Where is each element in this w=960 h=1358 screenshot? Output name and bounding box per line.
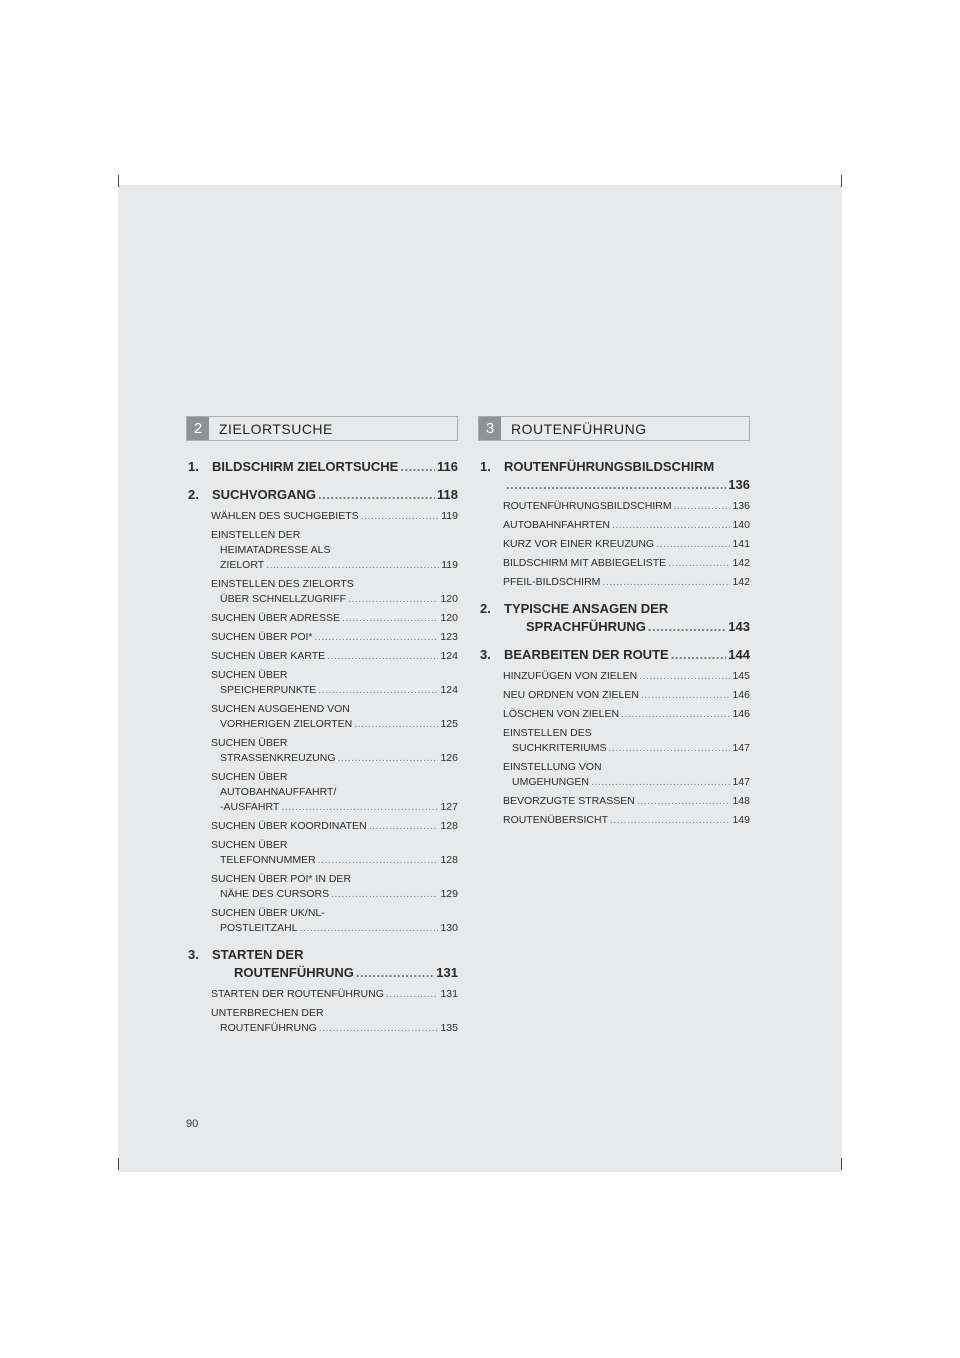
dot-leader <box>315 630 439 645</box>
dot-leader <box>610 813 730 828</box>
subentry-title: ROUTENÜBERSICHT <box>503 814 609 826</box>
chapter-title-line <box>504 476 750 494</box>
subentry-title: -AUSFAHRT <box>220 801 280 813</box>
subentry-title: UMGEHUNGEN <box>512 776 590 788</box>
subentry-title: SUCHKRITERIUMS <box>512 742 607 754</box>
toc-subentry[interactable] <box>211 702 458 732</box>
subentry-title-line <box>503 707 750 722</box>
subentry-page-number: 140 <box>732 519 750 531</box>
subentry-page-number: 124 <box>440 684 458 696</box>
subentry-page-number: 135 <box>440 1022 458 1034</box>
subentry-title-line: EINSTELLEN DER <box>211 529 301 541</box>
chapter-title: BEARBEITEN DER ROUTE <box>504 647 669 662</box>
toc-subentry[interactable] <box>503 518 750 533</box>
subentry-list <box>503 669 750 828</box>
dot-leader <box>641 688 731 703</box>
subentry-page-number: 126 <box>440 752 458 764</box>
dot-leader <box>612 518 731 533</box>
subentry-title-line <box>211 819 458 834</box>
subentry-title-line <box>211 611 458 626</box>
subentry-page-number: 145 <box>732 670 750 682</box>
dot-leader <box>386 987 439 1002</box>
chapter-number: 1. <box>188 459 199 474</box>
subentry-page-number: 120 <box>440 612 458 624</box>
dot-leader <box>637 794 731 809</box>
toc-subentry[interactable] <box>503 794 750 809</box>
subentry-title: POSTLEITZAHL <box>220 922 298 934</box>
subentry-page-number: 147 <box>732 742 750 754</box>
chapter-title-line <box>212 458 458 476</box>
page-number: 90 <box>186 1118 199 1130</box>
chapter-number: 3. <box>480 647 491 662</box>
subentry-title-line: UNTERBRECHEN DER <box>211 1007 324 1019</box>
toc-subentry[interactable] <box>503 707 750 722</box>
chapter-title: SUCHVORGANG <box>212 487 317 502</box>
chapter-title-line <box>526 618 750 636</box>
toc-chapter-entry[interactable] <box>186 946 458 1036</box>
toc-subentry[interactable] <box>211 1006 458 1036</box>
subentry-list <box>211 987 458 1036</box>
section-number: 3 <box>479 417 501 440</box>
toc-subentry[interactable] <box>503 669 750 684</box>
toc-subentry[interactable] <box>503 537 750 552</box>
subentry-title: BEVORZUGTE STRASSEN <box>503 795 635 807</box>
subentry-title-line <box>503 499 750 514</box>
dot-leader <box>281 800 438 815</box>
toc-subentry[interactable] <box>211 770 458 815</box>
subentry-title-line <box>220 751 458 766</box>
chapter-page-number: 143 <box>728 619 750 634</box>
toc-chapter-entry[interactable] <box>478 600 750 636</box>
crop-mark-bottom-right <box>841 1158 842 1170</box>
subentry-title-line: SUCHEN ÜBER <box>211 839 288 851</box>
crop-mark-bottom-left <box>118 1158 119 1170</box>
section-title: ZIELORTSUCHE <box>219 420 333 437</box>
chapter-title-line <box>212 486 458 504</box>
chapter-number: 2. <box>188 487 199 502</box>
dot-leader <box>331 887 438 902</box>
subentry-title: AUTOBAHNFAHRTEN <box>503 519 610 531</box>
toc-subentry[interactable] <box>503 556 750 571</box>
toc-subentry[interactable] <box>503 760 750 790</box>
chapter-number: 2. <box>480 601 491 616</box>
dot-leader <box>602 575 730 590</box>
dot-leader <box>506 476 726 494</box>
toc-subentry[interactable] <box>503 688 750 703</box>
subentry-title: ÜBER SCHNELLZUGRIFF <box>220 593 347 605</box>
subentry-title: WÄHLEN DES SUCHGEBIETS <box>211 510 359 522</box>
subentry-title-line <box>220 1021 458 1036</box>
subentry-title: NEU ORDNEN VON ZIELEN <box>503 689 639 701</box>
subentry-title: STARTEN DER ROUTENFÜHRUNG <box>211 988 384 1000</box>
toc-chapter-entry[interactable] <box>186 486 458 936</box>
toc-chapter-entry[interactable] <box>186 458 458 476</box>
chapter-page-number: 118 <box>437 487 458 502</box>
subentry-title-line <box>211 509 458 524</box>
toc-chapter-entry[interactable] <box>478 458 750 590</box>
section-number: 2 <box>187 417 209 440</box>
toc-subentry[interactable] <box>503 813 750 828</box>
toc-subentry[interactable] <box>211 649 458 664</box>
subentry-page-number: 146 <box>732 689 750 701</box>
subentry-title: ROUTENFÜHRUNG <box>220 1022 317 1034</box>
subentry-page-number: 119 <box>441 510 458 522</box>
subentry-title: SUCHEN ÜBER ADRESSE <box>211 612 340 624</box>
toc-subentry[interactable] <box>211 819 458 834</box>
subentry-title-line <box>220 592 458 607</box>
subentry-page-number: 125 <box>440 718 458 730</box>
toc-subentry[interactable] <box>211 577 458 607</box>
chapter-page-number: 131 <box>436 965 458 980</box>
subentry-list <box>503 499 750 590</box>
subentry-page-number: 147 <box>732 776 750 788</box>
toc-subentry[interactable] <box>211 611 458 626</box>
chapter-page-number: 136 <box>728 477 750 492</box>
subentry-page-number: 128 <box>440 820 458 832</box>
subentry-title: SUCHEN ÜBER POI* <box>211 631 313 643</box>
subentry-page-number: 124 <box>440 650 458 662</box>
subentry-page-number: 128 <box>440 854 458 866</box>
subentry-page-number: 130 <box>440 922 458 934</box>
subentry-title-line <box>512 741 750 756</box>
dot-leader <box>327 649 438 664</box>
subentry-title-line <box>503 813 750 828</box>
chapter-title-line <box>234 964 458 982</box>
subentry-page-number: 136 <box>732 500 750 512</box>
subentry-title-line <box>503 669 750 684</box>
toc-list <box>186 458 458 1036</box>
subentry-title: PFEIL-BILDSCHIRM <box>503 576 601 588</box>
toc-subentry[interactable] <box>211 630 458 645</box>
dot-leader <box>354 717 438 732</box>
subentry-title: STRASSENKREUZUNG <box>220 752 336 764</box>
toc-subentry[interactable] <box>211 736 458 766</box>
subentry-title-line <box>211 987 458 1002</box>
dot-leader <box>319 1021 439 1036</box>
subentry-title-line: SUCHEN ÜBER <box>211 737 288 749</box>
dot-leader <box>318 683 438 698</box>
toc-subentry[interactable] <box>211 906 458 936</box>
subentry-page-number: 127 <box>440 801 458 813</box>
dot-leader <box>674 499 731 514</box>
subentry-title-line <box>503 575 750 590</box>
subentry-title-line: SUCHEN ÜBER <box>211 669 288 681</box>
chapter-title-line: TYPISCHE ANSAGEN DER <box>504 601 669 616</box>
subentry-title: KURZ VOR EINER KREUZUNG <box>503 538 655 550</box>
subentry-page-number: 131 <box>440 988 458 1000</box>
subentry-page-number: 148 <box>732 795 750 807</box>
subentry-page-number: 149 <box>732 814 750 826</box>
chapter-title: ROUTENFÜHRUNG <box>234 965 354 980</box>
subentry-title-line <box>512 775 750 790</box>
toc-subentry[interactable] <box>211 987 458 1002</box>
toc-subentry[interactable] <box>211 528 458 573</box>
toc-chapter-entry[interactable] <box>478 646 750 828</box>
subentry-title-line <box>220 800 458 815</box>
subentry-title-line <box>220 887 458 902</box>
dot-leader <box>668 556 730 571</box>
subentry-title: SUCHEN ÜBER KOORDINATEN <box>211 820 367 832</box>
toc-subentry[interactable] <box>503 575 750 590</box>
subentry-title: BILDSCHIRM MIT ABBIEGELISTE <box>503 557 667 569</box>
subentry-page-number: 123 <box>440 631 458 643</box>
subentry-title: SUCHEN ÜBER KARTE <box>211 650 326 662</box>
dot-leader <box>318 486 435 504</box>
subentry-title-line <box>220 921 458 936</box>
chapter-page-number: 144 <box>728 647 750 662</box>
subentry-title: TELEFONNUMMER <box>220 854 316 866</box>
chapter-number: 1. <box>480 459 491 474</box>
subentry-title-line: EINSTELLEN DES ZIELORTS <box>211 578 354 590</box>
subentry-title-line <box>220 853 458 868</box>
subentry-page-number: 119 <box>441 559 458 571</box>
dot-leader <box>348 592 438 607</box>
subentry-title-line: EINSTELLUNG VON <box>503 761 602 773</box>
dot-leader <box>361 509 440 524</box>
subentry-title-line: SUCHEN ÜBER <box>211 771 288 783</box>
chapter-title-line <box>504 646 750 664</box>
subentry-title: SPEICHERPUNKTE <box>220 684 317 696</box>
section-title: ROUTENFÜHRUNG <box>511 420 647 437</box>
subentry-title-line: AUTOBAHNAUFFAHRT/ <box>220 786 337 798</box>
subentry-title: VORHERIGEN ZIELORTEN <box>220 718 353 730</box>
crop-mark-top-right <box>841 175 842 187</box>
section-header <box>186 416 458 441</box>
dot-leader <box>639 669 730 684</box>
toc-subentry[interactable] <box>503 499 750 514</box>
crop-mark-top-left <box>118 175 119 187</box>
subentry-title-line <box>220 717 458 732</box>
subentry-title: NÄHE DES CURSORS <box>220 888 330 900</box>
dot-leader <box>400 458 435 476</box>
subentry-title-line <box>503 794 750 809</box>
subentry-title: HINZUFÜGEN VON ZIELEN <box>503 670 638 682</box>
subentry-page-number: 129 <box>440 888 458 900</box>
dot-leader <box>300 921 439 936</box>
subentry-title-line: HEIMATADRESSE ALS <box>220 544 331 556</box>
subentry-title-line <box>503 688 750 703</box>
dot-leader <box>648 618 726 636</box>
subentry-title-line <box>220 683 458 698</box>
dot-leader <box>609 741 731 756</box>
subentry-title-line: SUCHEN ÜBER UK/NL- <box>211 907 325 919</box>
chapter-title-line: ROUTENFÜHRUNGSBILDSCHIRM <box>504 459 715 474</box>
subentry-title-line <box>220 558 458 573</box>
subentry-title: ROUTENFÜHRUNGSBILDSCHIRM <box>503 500 672 512</box>
toc-subentry[interactable] <box>503 726 750 756</box>
subentry-title-line <box>503 537 750 552</box>
chapter-number: 3. <box>188 947 199 962</box>
dot-leader <box>356 964 434 982</box>
subentry-title: LÖSCHEN VON ZIELEN <box>503 708 620 720</box>
dot-leader <box>369 819 439 834</box>
subentry-page-number: 120 <box>440 593 458 605</box>
dot-leader <box>338 751 439 766</box>
subentry-title-line: EINSTELLEN DES <box>503 727 592 739</box>
toc-list <box>478 458 750 828</box>
dot-leader <box>621 707 730 722</box>
dot-leader <box>671 646 727 664</box>
toc-subentry[interactable] <box>211 872 458 902</box>
subentry-page-number: 146 <box>732 708 750 720</box>
toc-column-routenfuehrung <box>478 416 750 838</box>
subentry-title-line <box>211 649 458 664</box>
chapter-title: BILDSCHIRM ZIELORTSUCHE <box>212 459 399 474</box>
subentry-title-line: SUCHEN ÜBER POI* IN DER <box>211 873 352 885</box>
subentry-page-number: 142 <box>732 557 750 569</box>
subentry-title-line <box>503 556 750 571</box>
toc-subentry[interactable] <box>211 668 458 698</box>
subentry-page-number: 141 <box>732 538 750 550</box>
toc-column-zielortsuche <box>186 416 458 1046</box>
chapter-title-line: STARTEN DER <box>212 947 304 962</box>
chapter-page-number: 116 <box>437 459 458 474</box>
toc-subentry[interactable] <box>211 838 458 868</box>
dot-leader <box>318 853 439 868</box>
toc-subentry[interactable] <box>211 509 458 524</box>
dot-leader <box>266 558 439 573</box>
subentry-title-line: SUCHEN AUSGEHEND VON <box>211 703 350 715</box>
dot-leader <box>591 775 730 790</box>
subentry-list <box>211 509 458 936</box>
section-header <box>478 416 750 441</box>
subentry-title: ZIELORT <box>220 559 265 571</box>
subentry-title-line <box>503 518 750 533</box>
chapter-title: SPRACHFÜHRUNG <box>526 619 646 634</box>
dot-leader <box>656 537 730 552</box>
subentry-title-line <box>211 630 458 645</box>
dot-leader <box>342 611 439 626</box>
subentry-page-number: 142 <box>732 576 750 588</box>
